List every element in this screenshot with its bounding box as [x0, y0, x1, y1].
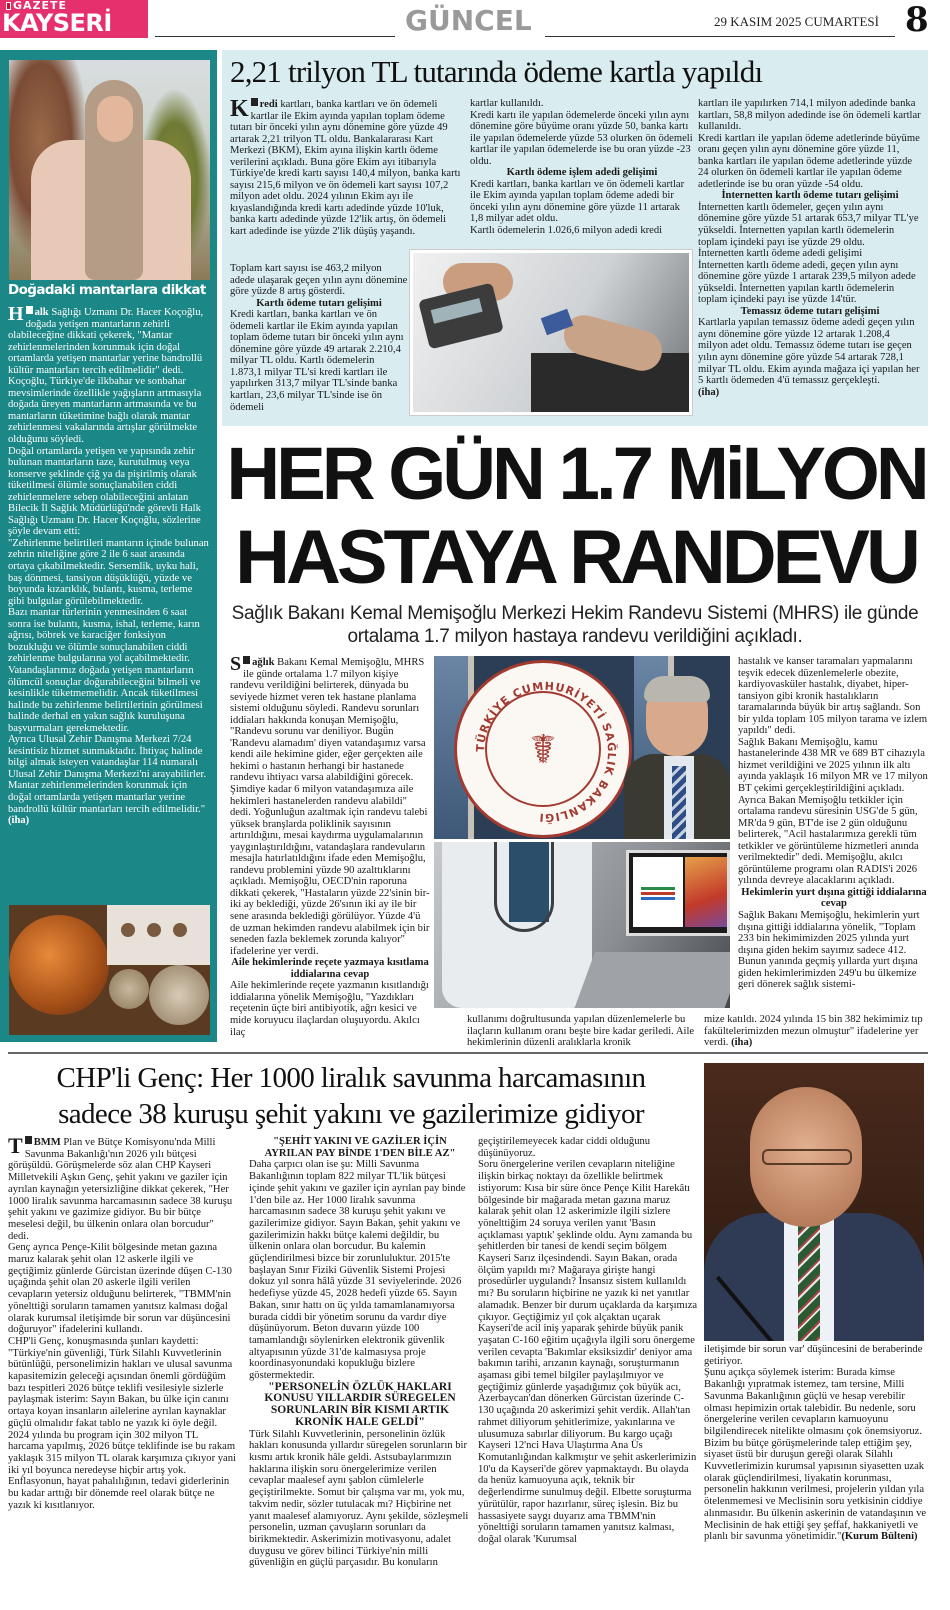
source-credit: (Kurum Bülteni) [841, 1531, 918, 1543]
paragraph: Koçoğlu, Türkiye'de ilkbahar ve sonbahar mevsimlerinde özellikle yağışların artmasıyla doğada üreyen mantarların artmasında ve bu mantarların tüketimine bağlı olarak mantar zehirlenmesi vakalarında artışlar görülmekte olduğunu söyledi. [8, 376, 202, 446]
health-column-3b: mize katıldı. 2024 yılında 15 bin 382 hekimimiz tıp fakültelerimizden mezun olmuştur" ifadelerine yer verdi. (iha) [704, 1014, 923, 1049]
paragraph: Mantar zehirlenmelerinden korunmak için doğal ortamlarda yetişen mantarlar yerine bandrollü kültür mantarları tercih edilmelidir." [8, 780, 206, 815]
chp-article-headline: CHP'li Genç: Her 1000 liralık savunma harcamasının sadece 38 kuruşu şehit yakını ve gazilerimize gidiyor [56, 1062, 646, 1130]
stethoscope-icon [494, 842, 554, 932]
headline-line-1: HER GÜN 1.7 MiLYON [226, 432, 926, 515]
paragraph: Kredi kartları, banka kartları ve ön ödemeli kartlar ile Ekim ayında yapılan toplam ödeme tutarı bir önceki yılın aynı dönemine göre yüzde 49 artarak 2.210,4 milyar TL oldu. Kartlı ödemelerin 1.873,1 milyar TL'si kredi kartları ile yapılırken 313,7 milyar TL'sinde banka kartları, 23,6 milyar TL'sinde ise ön ödemeli [230, 309, 404, 413]
doctor-laptop-photo [434, 842, 730, 1008]
dropcap: T [8, 1133, 23, 1158]
health-column-1: S ağlık Bakanı Kemal Memişoğlu, MHRS ile günde ortalama 1.7 milyon kişiye randevu verildiğini belirterek, dünyada bu seviyede hizmet veren tek hastane planlama sistemi olduğunu söyledi. Randevu sorunları iddiaları hakkında konuşan Memişoğlu, "Randevu sorunu var deniliyor. Bugün 'Randevu alamadım' diyen vatandaşımız varsa kendi aile hekimine gider, eğer gerçekten aile hekimi o hastanın herhangi bir hastanede randevu ihtiyacı varsa alabildiğini görecek. Şimdiye kadar 6 milyon vatandaşımıza aile hekimleri hastanelerden randevu alabildi" dedi. Yoğunluğun azaltmak için randevu talebi yüksek branşlarda poliklinik sayısının artırıldığını, mesai kaydırma uygulamalarının yaygınlaştırıldığını, vatandaşlara randevuların mesajla hatırlatıldığını ifade eden Memişoğlu, randevu problemini yüzde 90 azalttıklarını açıkladı. Memişoğlu, OECD'nin raporuna dikkati çekerek, "Hastaların yüzde 22'sinin bir-iki ay beklediği, yüzde 26'sının iki ay ile bir sene arasında beklediği görülüyor. Yüzde 4'ü de uzman hekimden randevu alabilmek için bir seneden fazla beklemek zorunda kalıyor" ifadelerine yer verdi. Aile hekimlerinde reçete yazmaya kısıtlama iddialarına cevap Aile hekimlerinde reçete yazmanın kısıtlandığı iddialarına yönelik Memişoğlu, "Yazdıkları reçetenin üçte biri antibiyotik, ağrı kesici ve mide koruyucu ilaçlardan oluşuyordu. Akılcı ilaç [230, 653, 430, 1038]
mhrs-screen [626, 850, 730, 936]
health-headline [226, 432, 926, 600]
paragraph: Kartlarla yapılan temassız ödeme adedi geçen yılın aynı dönemine göre yüzde 12 artarak 1.208,4 milyon adet oldu. Temassız ödeme tutarı ise geçen yılın aynı dönemine göre yüzde 54 artarak 728,1 milyar TL oldu. Ekim ayında mağaza içi yapılan her 5 kartlı ödemeden 4'ü temassız gerçekleşti. [698, 317, 920, 387]
card-payment-article [222, 50, 928, 426]
bullet-square-icon [26, 306, 33, 314]
chp-column-4: iletişimde bir sorun var' düşüncesini de beraberinde getiriyor. Şunu açıkça söylemek isterim: Burada kimse Bakanlığı yıpratmak istemez, tam tersine, Milli Savunma Bakanlığının güçlü ve hesap verebilir olması hepimizin ortak talebidir. Bu nedenle, soru önergelerine verilen cevapların kamuoyunu bilgilendirecek nitelikte olmasını çok önemsiyoruz. Bizim bu bütçe görüşmelerinde talep ettiğim şey, siyaset üstü bir duruşun gereği olarak Silahlı Kuvvetlerimizin kurumsal yapısının siyasetten uzak olarak güçlendirilmesi, liyakatin korunması, personelin hakkının verilmesi, projelerin yıldan yıla ötelenmemesi ve Meclisinin soru yetkisinin ciddiye alınmasıdır. Bu ülkenin askerinin de vatandaşının ve Meclisinin de hak ettiği şey şeffaf, hakkaniyetli ve planlı bir savunma yönetimidir."(Kurum Bülteni) [704, 1344, 927, 1543]
source-credit: (iha) [698, 386, 720, 398]
mushrooms-photo [9, 905, 210, 1035]
paragraph: İnternetten kartlı ödeme adedi, geçen yılın aynı dönemine göre yüzde 1 artarak 239,5 milyon adede yükseldi. İnternetten yapılan kartlı ödemelerin toplam içindeki payı ise yüzde 14'tür. [698, 259, 916, 306]
deputy-photo [704, 1063, 924, 1341]
subheading: Hekimlerin yurt dışına gittiği iddialarına cevap [741, 886, 927, 910]
paragraph: Toplam kart sayısı ise 463,2 milyon adede ulaşarak geçen yılın aynı dönemine göre yüzde 8 artış gösterdi. [230, 263, 408, 298]
source-credit: (iha) [731, 1037, 753, 1049]
chp-column-2: "ŞEHİT YAKINI VE GAZİLER İÇİN AYRILAN PAY BİNDE 1'DEN BİLE AZ" Daha çarpıcı olan ise şu: Milli Savunma Bakanlığının toplam 822 milyar TL'lik bütçesi içinde şehit yakını ve gaziler için ayrılan pay binde 1'den bile az. Her 1000 liralık savunma harcamasının sadece 38 kuruşu şehit yakını ve gazilerimize gidiyor. Sayın Bakan, şehit yakını ve gazilerimizin hakkı bütçe kalemi değildir, bu ülkenin onlara olan borcudur. Bu kalemin güçlendirilmesi bizce bir zorunluluktur. 2015'te başlayan Sınır Fiziki Güvenlik Sistemi Projesi dokuz yıl sonra hâlâ yüzde 31 seviyelerinde. 2026 hedefiyse yüzde 45, 2028 hedefi yüzde 65. Sayın Bakan, sınır hattı on üç yılda tamamlanamıyorsa burada ciddi bir yönetim sorunu da vardır diye düşünüyorum. Beton duvarın yüzde 100 tamamlandığı söylenirken elektronik güvenlik altyapısının yüzde 31'de kalmasıysa proje koordinasyonundaki kopukluğu bizlere göstermektedir. "PERSONELİN ÖZLÜK HAKLARI KONUSU YILLARDIR SÜREGELEN SORUNLARIN BİR KISMI ARTIK KRONİK HALE GELDİ" Türk Silahlı Kuvvetlerinin, personelinin özlük hakları konusunda yıllardır süregelen sorunların bir kısmı artık kronik hâle geldi. Astsubaylarımızın haklarına ilişkin soru önergelerimize verilen cevaplar maalesef aynı şablon cümlelerle geçiştirilmekte. Somut bir çalışma var mı, yok mu, takvim nedir, sözler tutulacak mı? Hiçbirine net yanıt maalesef alamıyoruz. Aynı şekilde, sözleşmeli personelin, uzman çavuşların sorunları da birikmektedir. Askerimizin motivasyonu, adalet duygusu ve görev bilinci Türkiye'nin milli güvenliğin en güçlü parçasıdır. Bu konuların [249, 1136, 471, 1569]
minister-figure [624, 676, 730, 839]
paragraph: Bazı mantar türlerinin yenmesinden 6 saat sonra ise bulantı, kusma, ishal, terleme, karın ağrısı, böbrek ve karaciğer fonksiyon bozukluğu ve ölümle sonuçlanabilen ciddi zehirlenme bulgularına yol açabilmektedir. [8, 607, 200, 665]
subheading: "ŞEHİT YAKINI VE GAZİLER İÇİN AYRILAN PAY BİNDE 1'DEN BİLE AZ" [264, 1136, 456, 1159]
card-article-column-1: K redi kartları, banka kartları ve ön ödemeli kartlar ile Ekim ayında yapılan toplam ödeme tutarı bir önceki yılın aynı dönemine göre yüzde 49 artarak 2,21 trilyon TL oldu. Bankalararası Kart Merkezi (BKM), Ekim ayına ilişkin kartlı ödeme verilerini açıkladı. Buna göre Ekim ayı itibarıyla Türkiye'de kredi kartı sayısı 140,4 milyon, banka kartı sayısı 215,6 milyon ve ön ödemeli kart sayısı 107,2 milyon adet oldu. 2024 yılının Ekim ayı ile kıyaslandığında kredi kartı adedinde yüzde 10'luk, banka kartı adedinde yüzde 12'lik artış, ön ödemeli kart adedinde ise yüzde 2'lik düşüş yaşandı. [230, 96, 461, 238]
paragraph: İnternetten kartlı ödeme adedi gelişimi [698, 248, 863, 260]
health-column-2: kullanımı doğrultusunda yapılan düzenlemelerle bu ilaçların kullanım oranı beşte bire kadar geriledi. Aile hekimlerinin düzenli aralıklarla kronik [467, 1014, 695, 1049]
health-deck: Sağlık Bakanı Kemal Memişoğlu Merkezi Hekim Randevu Sistemi (MHRS) ile günde ortalama 1.7 milyon hastaya randevu verildiğini açıkladı. [231, 603, 919, 647]
card-article-headline: 2,21 trilyon TL tutarında ödeme kartla yapıldı [230, 54, 763, 89]
bullet-square-icon [251, 98, 258, 106]
card-article-column-1b [230, 263, 408, 413]
paragraph: İnternetten kartlı ödemeler, geçen yılın aynı dönemine göre yüzde 51 artarak 653,7 milyar TL'ye yükseldi. İnternetten yapılan kartlı ödemelerin toplam içindeki payı ise yüzde 29 oldu. [698, 201, 919, 248]
paragraph: kartları ile yapılırken 714,1 milyon adedinde banka kartları, 58,8 milyon adedinde ise ön ödemeli kartlar kullanıldı. [698, 98, 921, 133]
page-number: 8 [905, 0, 929, 40]
section-title: GÜNCEL [405, 4, 532, 37]
ministry-seal [454, 660, 632, 838]
pos-terminal [418, 283, 504, 350]
logo-top-text: GAZETE [13, 0, 68, 12]
subheading: İnternetten kartlı ödeme tutarı gelişimi [721, 190, 899, 202]
sidebar-body: H alk Sağlığı Uzmanı Dr. Hacer Koçoğlu, doğada yetişen mantarların zehirli olabileceğine dikkati çekerek, "Mantar zehirlenmelerinden korunmak için doğal ortamlarda yetişen mantarlar yerine bandrollü kültür mantarları tercih edilmelidir" dedi. Koçoğlu, Türkiye'de ilkbahar ve sonbahar mevsimlerinde özellikle yağışların artmasıyla doğada üreyen mantarların artmasında ve bu mantarların tüketimine bağlı olarak mantar zehirlenmesi vakalarında artışlar görülmekte olduğunu söyledi. Doğal ortamlarda yetişen ve yapısında zehir bulunan mantarların taze, kurutulmuş veya konserve şeklinde çiğ ya da pişirilmiş olarak tüketilmesi ölümle sonuçlanabilen ciddi zehirlenmelere sebep olabileceğini anlatan Bilecik İl Sağlık Müdürlüğü'nde görevli Halk Sağlığı Uzmanı Dr. Hacer Koçoğlu, sözlerine şöyle devam etti: "Zehirlenme belirtileri mantarın içinde bulunan zehrin niteliğine göre 2 ile 6 saat arasında ortaya çıkabilmektedir. Sersemlik, uyku hali, baş dönmesi, tansiyon düşüklüğü, yüzde ve boyunda kızarıklık, bulantı, kusma, terleme gibi bulgular görülebilmektedir. Bazı mantar türlerinin yenmesinden 6 saat sonra ise bulantı, kusma, ishal, terleme, karın ağrısı, böbrek ve karaciğer fonksiyon bozukluğu ve ölümle sonuçlanabilen ciddi zehirlenme bulgularına yol açabilmektedir. Vatandaşlarımız doğada yetişen mantarların ölümcül sonuçlar doğurabileceğini bilmeli ve kesinlikle tüketmemelidir. Ancak tüketilmesi halinde bu zehirlenme belirtilerinin görülmesi halinde derhal en yakın sağlık kuruluşuna başvurmaları gerekmektedir. Ayrıca Ulusal Zehir Danışma Merkezi 7/24 kesintisiz hizmet sunmaktadır. İhtiyaç halinde bilgi almak isteyen vatandaşlar 114 numaralı Ulusal Zehir Danışma Merkezi'ni arayabilirler. Mantar zehirlenmelerinden korunmak için doğal ortamlarda yetişen mantarlar yerine bandrollü kültür mantarları tercih edilmelidir." (iha) [8, 306, 211, 827]
bullet-square-icon [25, 1136, 32, 1144]
card-payment-photo [410, 250, 692, 415]
masthead [0, 0, 950, 46]
health-column-3: hastalık ve kanser taramaları yapmalarını teşvik edecek düzenlemelerle obezite, kardiyovasküler hastalık, diyabet, hiper-tansiyon gibi kronik hastalıkların taramalarında büyük bir artış sağlandı. Son bir yılda toplam 105 milyon tarama ve izlem yapıldı" dedi. Sağlık Bakanı Memişoğlu, kamu hastanelerinde 438 MR ve 689 BT cihazıyla hizmet verildiğini ve 2025 yılının ilk altı ayında yaklaşık 16 milyon MR ve 17 milyon BT çekimi gerçekleştirildiğini açıkladı. Ayrıca Bakan Memişoğlu tetkikler için ortalama randevu süresinin USG'de 5 gün, MR'da 9 gün, BT'de ise 2 gün olduğunu belirterek, "Acil hastalarımıza gerekli tüm tetkikler ve görüntüleme hizmetleri anında verilmektedir" dedi. Memişoğlu, akılcı görüntüleme programı olan RADIS'i 2026 yılında devreye alacaklarını açıkladı. Hekimlerin yurt dışına gittiği iddialarına cevap Sağlık Bakanı Memişoğlu, hekimlerin yurt dışına gittiği iddialarına yönelik, "Toplam 233 bin hekimimizden 2025 yılında yurt dışına giden hekim sayımız sadece 412. Bunun yanında geçmiş yıllarda yurt dışına giden hekimlerimizden 249'u bu ülkemize geri dönerek sağlık sistemi- [738, 656, 930, 991]
doctor-photo [9, 60, 210, 280]
logo-bottom-text: KAYSERİ [2, 9, 112, 37]
paragraph: Kredi kartı ile yapılan ödemelerde önceki yılın aynı dönemine göre büyüme oranı yüzde 50, banka kartı ile yapılan ödemelerde yüzde 53 olurken ön ödemeli kartlar ile yapılan ödemelerde ise bu oran yüzde -23 oldu. [470, 109, 693, 167]
section-divider [8, 1052, 928, 1054]
subheading: "PERSONELİN ÖZLÜK HAKLARI KONUSU YILLARDIR SÜREGELEN SORUNLARIN BİR KISMI ARTIK KRONİK HALE GELDİ" [264, 1380, 456, 1428]
sidebar-headline: Doğadaki mantarlara dikkat [8, 282, 206, 298]
svg-text:TÜRKİYE CUMHURİYETİ SAĞLIK BAK: TÜRKİYE CUMHURİYETİ SAĞLIK BAKANLIĞI [473, 679, 619, 825]
paragraph: Doğal ortamlarda yetişen ve yapısında zehir bulunan mantarların taze, kurutulmuş veya konserve şeklinde çiğ ya da pişirilmiş olarak tüketilmesi ölümle sonuçlanabilen ciddi zehirlenmelere sebep olabileceğini anlatan Bilecik İl Sağlık Müdürlüğü'nde görevli Halk Sağlığı Uzmanı Dr. Hacer Koçoğlu, sözlerine şöyle devam etti: [8, 445, 201, 538]
card-article-column-2 [470, 98, 694, 237]
paragraph: kartlar kullanıldı. [470, 98, 544, 109]
paragraph: Ayrıca Ulusal Zehir Danışma Merkezi 7/24 kesintisiz hizmet sunmaktadır. İhtiyaç halinde bilgi almak isteyen vatandaşlar 114 numaralı Ulusal Zehir Danışma Merkezi'ni arayabilirler. [8, 734, 207, 780]
sidebar-mushroom-article [0, 50, 217, 1042]
dropcap: H [8, 303, 24, 325]
header-rule-right [545, 36, 895, 37]
subheading: Kartlı ödeme tutarı gelişimi [256, 297, 382, 309]
bullet-square-icon [243, 656, 250, 664]
subheading: Aile hekimlerinde reçete yazmaya kısıtlama iddialarına cevap [231, 957, 429, 980]
dropcap: S [230, 653, 242, 675]
paragraph: "Zehirlenme belirtileri mantarın içinde bulunan zehrin niteliğine göre 2 ile 6 saat arasında ortaya çıkabilmektedir. Sersemlik, uyku hali, baş dönmesi, tansiyon düşüklüğü, yüzde ve boyunda kızarıklık, bulantı, kusma, terleme gibi bulgular görülebilmektedir. [8, 537, 209, 607]
issue-date: 29 KASIM 2025 CUMARTESİ [714, 14, 879, 29]
caduceus-icon: ☤ [529, 727, 557, 772]
card-article-column-3 [698, 98, 922, 398]
source-credit: (iha) [8, 815, 30, 827]
paragraph: Kredi kartları ile yapılan ödeme adetlerinde büyüme oranı geçen yılın aynı dönemine göre yüzde 11, banka kartları ile yapılan ödeme adetlerinde yüzde 24 olurken ön ödemeli kartlar ile yapılan ödeme adetlerinde ise bu oran yüzde -54 oldu. [698, 132, 920, 190]
headline-line-2: HASTAYA RANDEVU [235, 515, 917, 600]
dropcap: K [230, 96, 249, 122]
subheading: Temassız ödeme tutarı gelişimi [740, 305, 880, 317]
paragraph: Vatandaşlarımız doğada yetişen mantarların ölümcül sonuçlar doğurabileceğini bilmeli ve kesinlikle tüketmemelidir. Ancak tüketilmesi halinde bu zehirlenme belirtilerinin görülmesi halinde derhal en yakın sağlık kuruluşuna başvurmaları gerekmektedir. [8, 664, 203, 734]
chp-column-1: T BMM Plan ve Bütçe Komisyonu'nda Milli Savunma Bakanlığı'nın 2026 yılı bütçesi görüşüldü. Görüşmelerde söz alan CHP Kayseri Milletvekili Aşkın Genç, şehit yakını ve gaziler için ayrılan kaynağın yetersizliğine dikkat çekerek, "Her 1000 liralık savunma harcamasının sadece 38 kuruşu şehit yakını ve gazimize gidiyor. Bu bir bütçe meselesi değil, bu ülkenin onlara olan borcudur" dedi. Genç ayrıca Pençe-Kilit bölgesinde metan gazına maruz kalarak şehit olan 12 askerle ilgili ve geçtiğimiz günlerde Gürcistan üzerinde düşen C-130 uçağında şehit olan 20 askerle ilgili verilen cevapların yetersiz olduğunu belirterek, "TBMM'nin yönelttiği soruların tamamen yanıtsız kalması doğal olarak kurumsal iletişimde bir sorun var düşüncesini doğuruyor" ifadelerini kullandı. CHP'li Genç, konuşmasında şunları kaydetti: "Türkiye'nin güvenliği, Türk Silahlı Kuvvetlerinin bütünlüğü, personelimizin hakları ve ulusal savunma kapasitemizin geleceği açısından önemli gördüğüm bazı tespitleri 2026 bütçe teklifi vesilesiyle sizlerle paylaşmak isterim: Sayın Bakan, bu ülke için canını ortaya koyan insanların ailelerine ayrılan kaynaklar güçlü olmalıdır fakat tablo ne yazık ki öyle değil. 2024 yılında bu program için 302 milyon TL harcama yapılmış, 2026 bütçe teklifinde ise bu rakam yaklaşık 315 milyon TL olarak karşımıza çıkıyor yani iki yıl boyunca neredeyse hiçbir artış yok. Enflasyonun, hayat pahalılığının, tedavi giderlerinin bu kadar arttığı bir dönemde reel olarak bütçe ne yazık ki kısıtlanıyor. [8, 1133, 237, 1511]
paragraph: Kredi kartları, banka kartları ve ön ödemeli kartlar ile Ekim ayında yapılan toplam ödeme adedi bir önceki yılın aynı dönemine göre yüzde 11 artarak 1,8 milyar adet oldu. [470, 178, 685, 225]
chp-column-3: geçiştirilemeyecek kadar ciddi olduğunu düşünüyoruz. Soru önergelerine verilen cevapların niteliğine ilişkin birkaç noktayı da özellikle belirtmek istiyorum: Kısa bir süre önce Pençe Kilit Harekâtı bölgesinde bir mağarada metan gazına maruz kalarak şehit olan 12 askerimizle ilgili sizlere yönelttiğim 24 soruya verilen yanıt 'Basın açıklaması yaptık' şeklinde oldu. Aynı zamanda bu şehitlerden bir tanesi de kendi seçim bölgem Kayseri Sarız ilçesindendi. Sayın Bakan, orada ölçüm yapıldı mı? Mağaraya girişte hangi prosedürler uygulandı? İnsansız sistem kullanıldı mı? Bu soruların hiçbirine ne yazık ki net yanıtlar alamadık. Benzer bir durum uçaklarda da karşımıza çıkıyor. Geçtiğimiz yıl çok alçaktan uçarak Kayseri'de acil iniş yaparak şehirde büyük panik yaşatan C-160 eğitim uçağıyla ilgili soru önergeme verilen cevapta 'Bakımlar eksiksizdir' deniyor ama bakımın tarihi, arızanın kaynağı, soruşturmanın aşaması gibi temel bilgiler paylaşılmıyor ve geçtiğimiz günlerde yaşadığımız çok büyük acı, Azerbaycan'dan dönerken Gürcistan üzerinde C-130 uçağında 20 askerimizi şehit verdik. Allah'tan rahmet diliyorum şehitlerimize, yakınlarına ve ulusumuza sabırlar diliyorum. Bu kargo uçağı Kayseri 12'nci Hava Ulaştırma Ana Üs Komutanlığından kalkmıştır ve şehit askerlerimizin 10'u da Kayseri'de görev yapmaktaydı. Bu olayda da henüz kamuoyuna açık, teknik bir değerlendirme sunulmuş değil. Elbette soruşturma yürütülür, rapor hazırlanır, süreç işlesin. Biz bu hassasiyete saygı duyarız ama TBMM'nin yönelttiği soruların tamamen yanıtsız kalması, doğal olarak 'Kurumsal [478, 1136, 698, 1545]
issue-weekday: CUMARTESİ [804, 14, 879, 29]
newspaper-logo[interactable] [0, 0, 148, 38]
subheading: Kartlı ödeme işlem adedi gelişimi [506, 167, 658, 179]
paragraph: Kartlı ödemelerin 1.026,6 milyon adedi kredi [470, 225, 663, 237]
header-rule-left [155, 36, 395, 37]
minister-photo [434, 656, 730, 839]
